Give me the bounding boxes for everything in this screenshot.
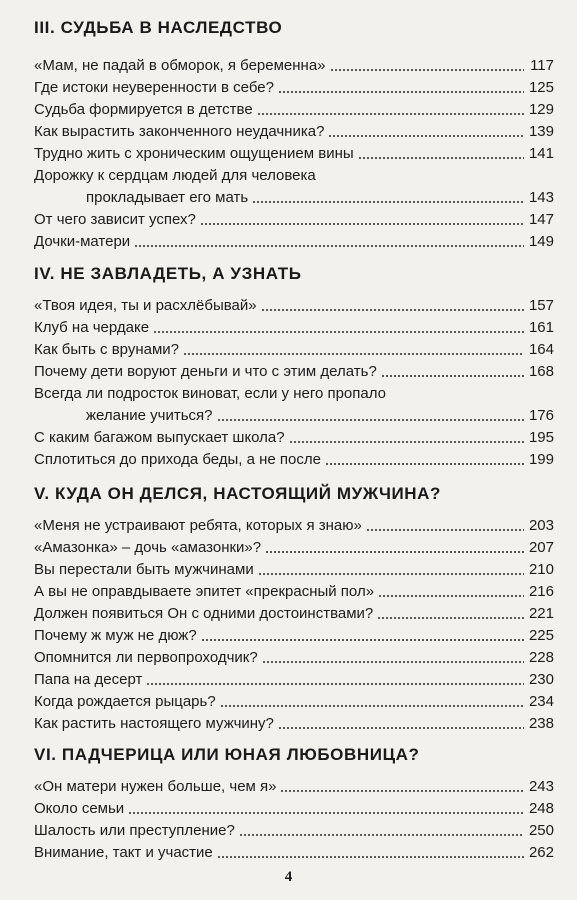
dot-leader <box>217 856 524 858</box>
toc-page-number: 210 <box>528 561 554 578</box>
toc-entry[interactable] <box>34 819 554 841</box>
toc-entry[interactable] <box>34 316 554 338</box>
toc-page-number: 164 <box>528 341 554 358</box>
dot-leader <box>201 639 524 641</box>
toc-entry[interactable] <box>34 230 554 252</box>
toc-page-number: 199 <box>528 451 554 468</box>
toc-page-number: 143 <box>528 189 554 206</box>
toc-page-number: 262 <box>528 844 554 861</box>
toc-entry[interactable] <box>34 775 554 797</box>
toc-entry-title: А вы не оправдываете эпитет «прекрасный пол» <box>34 583 375 600</box>
toc-entry[interactable] <box>34 602 554 624</box>
toc-page-number: 238 <box>528 715 554 732</box>
toc-entry-title-line1: Дорожку к сердцам людей для человека <box>34 167 316 184</box>
toc-entry-title: Почему дети воруют деньги и что с этим делать? <box>34 363 377 380</box>
toc-entry-title: Трудно жить с хроническим ощущением вины <box>34 145 354 162</box>
dot-leader <box>262 661 524 663</box>
dot-leader <box>381 375 524 377</box>
toc-entry-title: Как вырастить законченного неудачника? <box>34 123 325 140</box>
toc-entry[interactable] <box>34 208 554 230</box>
section-heading: V. КУДА ОН ДЕЛСЯ, НАСТОЯЩИЙ МУЖЧИНА? <box>34 484 442 503</box>
toc-entry[interactable] <box>34 646 554 668</box>
toc-page-number: 248 <box>528 800 554 817</box>
dot-leader <box>265 551 524 553</box>
toc-entry-title: Вы перестали быть мужчинами <box>34 561 254 578</box>
toc-entry-title: Дочки-матери <box>34 233 131 250</box>
dot-leader <box>220 705 524 707</box>
dot-leader <box>153 331 524 333</box>
toc-entry[interactable] <box>34 338 554 360</box>
toc-entry-title: Шалость или преступление? <box>34 822 235 839</box>
section-heading: IV. НЕ ЗАВЛАДЕТЬ, А УЗНАТЬ <box>34 264 302 283</box>
dot-leader <box>289 441 524 443</box>
dot-leader <box>325 463 524 465</box>
toc-page-number: 161 <box>528 319 554 336</box>
toc-entry-title: Где истоки неуверенности в себе? <box>34 79 274 96</box>
toc-entry[interactable] <box>34 558 554 580</box>
toc-entry[interactable] <box>34 54 554 76</box>
dot-leader <box>134 245 524 247</box>
toc-page-number: 207 <box>528 539 554 556</box>
dot-leader <box>330 69 524 71</box>
toc-entry[interactable] <box>34 797 554 819</box>
toc-entry[interactable] <box>34 426 554 448</box>
dot-leader <box>128 812 524 814</box>
toc-entry[interactable] <box>34 142 554 164</box>
toc-page-number: 216 <box>528 583 554 600</box>
toc-page-number: 203 <box>528 517 554 534</box>
toc-entry-title: Почему ж муж не дюж? <box>34 627 197 644</box>
toc-entry[interactable] <box>34 98 554 120</box>
toc-page-number: 129 <box>528 101 554 118</box>
toc-entry-title: С каким багажом выпускает школа? <box>34 429 285 446</box>
toc-entry-title: «Амазонка» – дочь «амазонки»? <box>34 539 262 556</box>
toc-page-number: 250 <box>528 822 554 839</box>
dot-leader <box>358 157 524 159</box>
dot-leader <box>280 790 524 792</box>
section-heading: VI. ПАДЧЕРИЦА ИЛИ ЮНАЯ ЛЮБОВНИЦА? <box>34 745 420 764</box>
toc-entry-title: Опомнится ли первопроходчик? <box>34 649 258 666</box>
toc-entry[interactable] <box>34 186 554 208</box>
toc-entry-title: «Мам, не падай в обморок, я беременна» <box>34 57 326 74</box>
toc-page-number: 243 <box>528 778 554 795</box>
toc-entry-title: «Твоя идея, ты и расхлёбывай» <box>34 297 257 314</box>
toc-page-number: 117 <box>530 57 554 74</box>
toc-entry[interactable] <box>34 668 554 690</box>
toc-page-number: 225 <box>528 627 554 644</box>
dot-leader <box>258 573 524 575</box>
dot-leader <box>278 91 524 93</box>
toc-entry-title: Как быть с врунами? <box>34 341 180 358</box>
toc-entry[interactable] <box>34 294 554 316</box>
toc-page-number: 228 <box>528 649 554 666</box>
dot-leader <box>239 834 524 836</box>
toc-entry-title: Папа на десерт <box>34 671 143 688</box>
toc-entry-title: Клуб на чердаке <box>34 319 150 336</box>
toc-entry[interactable] <box>34 841 554 863</box>
toc-page-number: 125 <box>528 79 554 96</box>
toc-entry-title: Должен появиться Он с одними достоинствами? <box>34 605 374 622</box>
dot-leader <box>377 617 524 619</box>
page-number: 4 <box>284 869 293 885</box>
toc-entry-title-line2: желание учиться? <box>86 407 213 424</box>
toc-entry-title: Судьба формируется в детстве <box>34 101 253 118</box>
toc-page-number: 168 <box>528 363 554 380</box>
dot-leader <box>378 595 524 597</box>
toc-page-number: 230 <box>528 671 554 688</box>
dot-leader <box>183 353 524 355</box>
toc-entry-title: От чего зависит успех? <box>34 211 196 228</box>
toc-page-number: 149 <box>528 233 554 250</box>
toc-entry[interactable] <box>34 404 554 426</box>
dot-leader <box>328 135 524 137</box>
toc-entry-title: «Он матери нужен больше, чем я» <box>34 778 277 795</box>
toc-entry[interactable] <box>34 624 554 646</box>
toc-entry[interactable] <box>34 536 554 558</box>
toc-entry[interactable] <box>34 712 554 734</box>
toc-page-number: 221 <box>528 605 554 622</box>
dot-leader <box>200 223 524 225</box>
dot-leader <box>366 529 524 531</box>
toc-entry-title: Сплотиться до прихода беды, а не после <box>34 451 321 468</box>
toc-entry[interactable] <box>34 76 554 98</box>
toc-entry-title: «Меня не устраивают ребята, которых я знаю» <box>34 517 362 534</box>
dot-leader <box>278 727 524 729</box>
dot-leader <box>257 113 524 115</box>
dot-leader <box>261 309 524 311</box>
toc-entry-title: Около семьи <box>34 800 125 817</box>
toc-entry[interactable] <box>34 448 554 470</box>
toc-entry-title-line2: прокладывает его мать <box>86 189 249 206</box>
dot-leader <box>146 683 524 685</box>
toc-entry-title: Внимание, такт и участие <box>34 844 213 861</box>
toc-page-number: 141 <box>528 145 554 162</box>
toc-page-number: 147 <box>528 211 554 228</box>
toc-entry[interactable] <box>34 120 554 142</box>
toc-page-number: 176 <box>528 407 554 424</box>
toc-entry-title-line1: Всегда ли подросток виноват, если у него пропало <box>34 385 387 402</box>
toc-page-number: 234 <box>528 693 554 710</box>
toc-entry[interactable] <box>34 514 554 536</box>
toc-entry-title: Когда рождается рыцарь? <box>34 693 216 710</box>
toc-entry-title: Как растить настоящего мужчину? <box>34 715 274 732</box>
toc-entry[interactable] <box>34 580 554 602</box>
toc-page-number: 195 <box>528 429 554 446</box>
toc-page-number: 157 <box>528 297 554 314</box>
dot-leader <box>217 419 525 421</box>
toc-entry[interactable] <box>34 690 554 712</box>
section-heading: III. СУДЬБА В НАСЛЕДСТВО <box>34 18 283 37</box>
dot-leader <box>252 201 524 203</box>
toc-page-number: 139 <box>528 123 554 140</box>
toc-entry[interactable] <box>34 360 554 382</box>
